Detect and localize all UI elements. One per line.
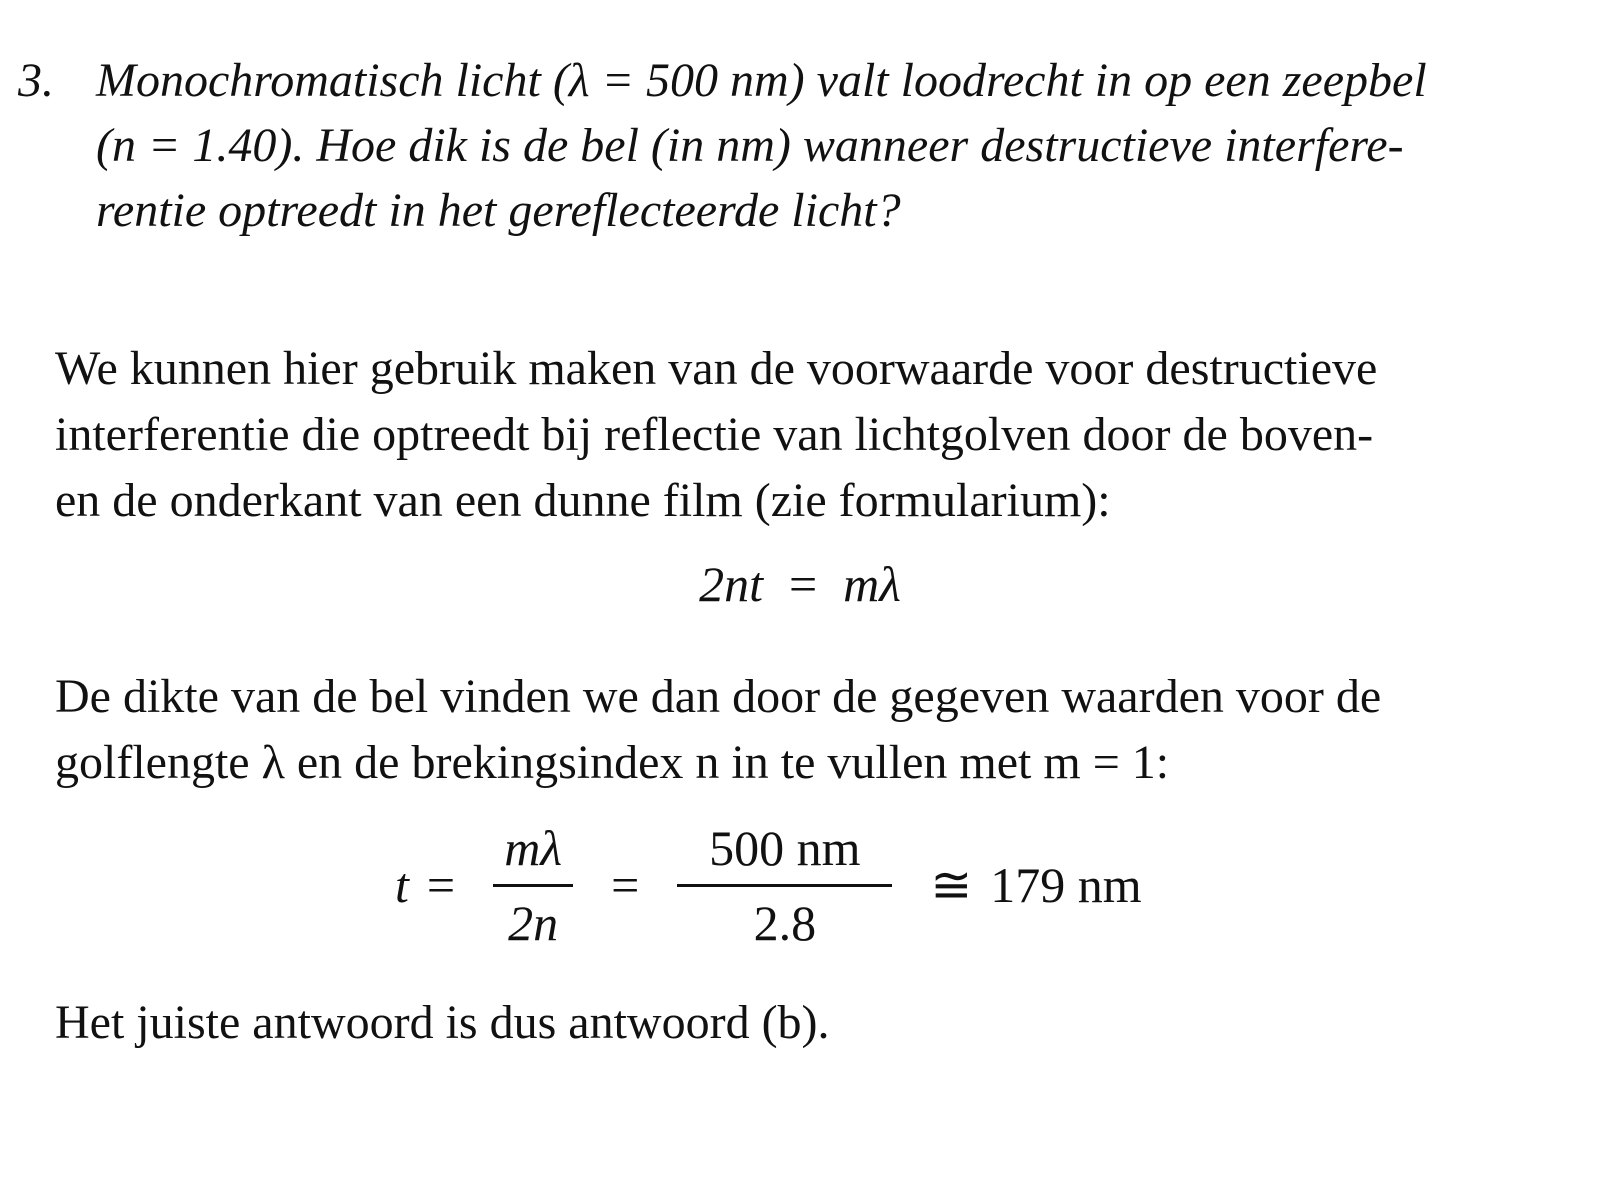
- question-line: Monochromatisch licht (λ = 500 nm) valt loodrecht in op een zeepbel: [96, 54, 1427, 107]
- paragraph-line: interferentie die optreedt bij reflectie van lichtgolven door de boven-: [55, 408, 1374, 461]
- fraction-denominator: 2n: [508, 894, 559, 951]
- fraction-bar: [677, 884, 892, 887]
- solution-paragraph-2: [55, 664, 1555, 796]
- fraction-denominator: 2.8: [753, 894, 817, 951]
- solution-conclusion: [55, 990, 1555, 1056]
- result-value: 179 nm: [990, 857, 1142, 913]
- solution-paragraph-1: [55, 336, 1555, 534]
- equals-sign: =: [611, 857, 640, 913]
- equals-sign: =: [788, 556, 818, 612]
- thickness-calculation: [395, 815, 1142, 955]
- thickness-symbol: t: [395, 857, 409, 913]
- fraction-numerator: 500 nm: [709, 819, 861, 876]
- conclusion-text: Het juiste antwoord is dus antwoord (b).: [55, 996, 830, 1049]
- question-line: (n = 1.40). Hoe dik is de bel (in nm) wanneer destructieve interfere-: [96, 119, 1404, 172]
- equals-sign: =: [426, 857, 456, 913]
- question-block: [18, 48, 1588, 243]
- paragraph-line: De dikte van de bel vinden we dan door de gegeven waarden voor de: [55, 670, 1382, 723]
- fraction-numerator: mλ: [504, 819, 562, 876]
- paragraph-line: en de onderkant van een dunne film (zie formularium):: [55, 474, 1111, 527]
- paragraph-line: We kunnen hier gebruik maken van de voorwaarde voor destructieve: [55, 342, 1378, 395]
- question-text: [96, 48, 1588, 243]
- fraction-bar: [493, 884, 573, 887]
- question-number: 3.: [18, 54, 54, 107]
- fraction-numeric: [677, 818, 892, 953]
- equation-rhs: mλ: [843, 556, 901, 612]
- equation-lhs: 2nt: [699, 556, 763, 612]
- paragraph-line: golflengte λ en de brekingsindex n in te vullen met m = 1:: [55, 736, 1170, 789]
- approx-sign: ≅: [930, 857, 973, 913]
- thin-film-equation: [0, 555, 1600, 613]
- question-line: rentie optreedt in het gereflecteerde licht?: [96, 184, 901, 237]
- fraction-symbolic: [493, 818, 573, 953]
